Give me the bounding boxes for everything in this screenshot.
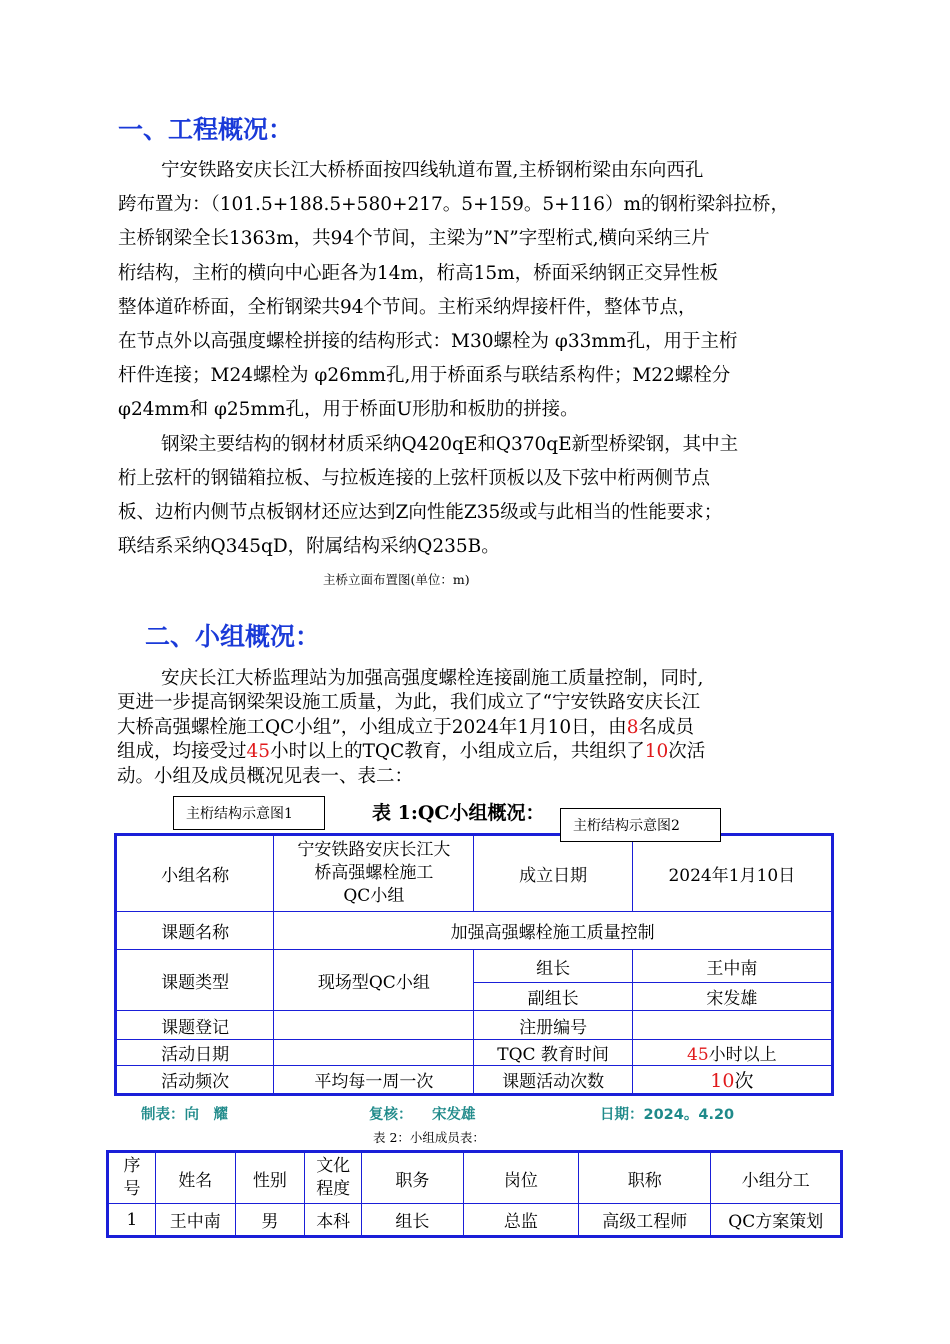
table-row (116, 1011, 833, 1040)
hours-unit: 小时以上 (708, 1045, 777, 1065)
hours-value: 45 (687, 1045, 709, 1065)
table-cell (274, 1040, 474, 1066)
table-date: 日期：2024。4.20 (600, 1107, 735, 1123)
table-cell: 1 (108, 1204, 156, 1237)
cell-line: 号 (123, 1179, 141, 1199)
text-line: 板、边桁内侧节点板钢材还应达到Z向性能Z35级或与此相当的性能要求； (118, 502, 723, 524)
header-cell (108, 1152, 156, 1204)
header-cell: 职称 (579, 1152, 711, 1204)
text-line: 整体道砟桥面，全桁钢梁共94个节间。主桁采纳焊接杆件，整体节点， (118, 296, 697, 318)
text-fragment: 大桥高强螺栓施工QC小组”，小组成立于2024年1月10日，由 (117, 716, 627, 738)
text-line: 在节点外以高强度螺栓拼接的结构形式：M30螺栓为 φ33mm孔，用于主桁 (118, 331, 738, 353)
table-cell: 活动日期 (116, 1040, 274, 1066)
cell-line: QC小组 (343, 886, 405, 906)
section1-paragraph1 (118, 154, 789, 564)
made-by: 制表：向 耀 (141, 1107, 228, 1123)
text-line: 桁上弦杆的钢锚箱拉板、与拉板连接的上弦杆顶板以及下弦中桁两侧节点 (118, 467, 711, 489)
text-line: 杆件连接；M24螺栓为 φ26mm孔,用于桥面系与联结系构件；M22螺栓分 (118, 365, 731, 387)
qc-group-table (114, 833, 834, 1096)
header-cell: 性别 (235, 1152, 305, 1204)
table-row (108, 1204, 842, 1237)
diagram-label-1: 主桁结构示意图1 (173, 796, 325, 830)
cell-line: 程度 (316, 1179, 351, 1199)
table-row (116, 950, 833, 983)
table-cell: 成立日期 (474, 835, 632, 912)
cell-line: 宁安铁路安庆长江大 (297, 840, 451, 860)
header-cell: 姓名 (155, 1152, 235, 1204)
section2-heading: 二、小组概况： (145, 622, 321, 651)
diagram-label-2: 主桁结构示意图2 (560, 808, 721, 842)
table-cell: 总监 (463, 1204, 578, 1237)
header-cell (305, 1152, 362, 1204)
table-header-row (108, 1152, 842, 1204)
cell-line: 文化 (316, 1156, 351, 1176)
cell-line: 序 (123, 1156, 141, 1176)
text-line: 动。小组及成员概况见表一、表二： (117, 765, 414, 787)
table-cell: 课题活动次数 (474, 1066, 632, 1095)
table-row (116, 835, 833, 912)
table-cell (274, 835, 474, 912)
table-cell: 组长 (474, 950, 632, 983)
table-cell: 宋发雄 (632, 983, 832, 1011)
table-cell: 注册编号 (474, 1011, 632, 1040)
activity-count-unit: 次 (734, 1070, 754, 1092)
text-line: 更进一步提高钢梁架设施工质量，为此，我们成立了“宁安铁路安庆长江 (117, 692, 700, 714)
table-cell: 王中南 (632, 950, 832, 983)
table-cell: 现场型QC小组 (274, 950, 474, 1011)
table-cell: 王中南 (155, 1204, 235, 1237)
table-cell: 副组长 (474, 983, 632, 1011)
table-cell: 活动频次 (116, 1066, 274, 1095)
header-cell: 小组分工 (711, 1152, 842, 1204)
section2-paragraph (117, 667, 705, 789)
table-cell: 平均每一周一次 (274, 1066, 474, 1095)
table1-title: 表 1:QC小组概况： (372, 802, 545, 824)
text-fragment: 次活 (668, 741, 706, 763)
text-line: 跨布置为：（101.5+188.5+580+217。5+159。5+116）m的钢桁梁斜拉桥， (118, 194, 790, 216)
text-line: 桁结构，主桁的横向中心距各为14m，桁高15m，桥面采纳钢正交异性板 (118, 262, 719, 284)
cell-line: 桥高强螺栓施工 (314, 863, 434, 883)
table-row (116, 1040, 833, 1066)
table-cell: QC方案策划 (711, 1204, 842, 1237)
section1-heading: 一、工程概况： (118, 115, 294, 144)
table-row (116, 912, 833, 950)
text-line (117, 716, 705, 740)
table2-title: 表 2：小组成员表： (373, 1130, 485, 1145)
table-cell: 高级工程师 (579, 1204, 711, 1237)
text-fragment: 名成员 (638, 716, 694, 738)
table-cell (632, 1040, 832, 1066)
table-cell: 男 (235, 1204, 305, 1237)
text-fragment: 小时以上的TQC教育，小组成立后，共组织了 (270, 741, 645, 763)
training-hours: 45 (246, 741, 271, 763)
text-line: 主桥钢梁全长1363m，共94个节间，主梁为”N”字型桁式,横向采纳三片 (118, 228, 710, 250)
table-cell (274, 1011, 474, 1040)
text-line (117, 740, 705, 764)
activity-count: 10 (644, 741, 669, 763)
table-row (116, 1066, 833, 1095)
table-cell: 课题类型 (116, 950, 274, 1011)
table-cell (632, 1011, 832, 1040)
text-line: 钢梁主要结构的钢材材质采纳Q420qE和Q370qE新型桥梁钢，其中主 (161, 433, 739, 455)
table-cell: 课题名称 (116, 912, 274, 950)
member-count: 8 (626, 716, 639, 738)
table-cell: TQC 教育时间 (474, 1040, 632, 1066)
member-table (106, 1150, 843, 1238)
table-cell: 本科 (305, 1204, 362, 1237)
text-fragment: 组成，均接受过 (117, 741, 247, 763)
text-line: φ24mm和 φ25mm孔，用于桥面U形肋和板肋的拼接。 (118, 399, 579, 421)
header-cell: 职务 (362, 1152, 464, 1204)
text-line: 安庆长江大桥监理站为加强高强度螺栓连接副施工质量控制，同时, (161, 668, 704, 689)
table-cell: 组长 (362, 1204, 464, 1237)
table-cell (632, 1066, 832, 1095)
activity-count-value: 10 (710, 1070, 735, 1092)
reviewer-name: 宋发雄 (432, 1107, 476, 1123)
table-cell: 小组名称 (116, 835, 274, 912)
header-cell: 岗位 (463, 1152, 578, 1204)
review-label: 复核： (369, 1107, 413, 1123)
table-cell: 2024年1月10日 (632, 835, 832, 912)
figure-caption: 主桥立面布置图(单位：m) (323, 572, 470, 587)
table-cell: 课题登记 (116, 1011, 274, 1040)
table-cell: 加强高强螺栓施工质量控制 (274, 912, 833, 950)
text-line: 联结系采纳Q345qD，附属结构采纳Q235B。 (118, 536, 500, 558)
text-line: 宁安铁路安庆长江大桥桥面按四线轨道布置,主桥钢桁梁由东向西孔 (161, 160, 704, 181)
